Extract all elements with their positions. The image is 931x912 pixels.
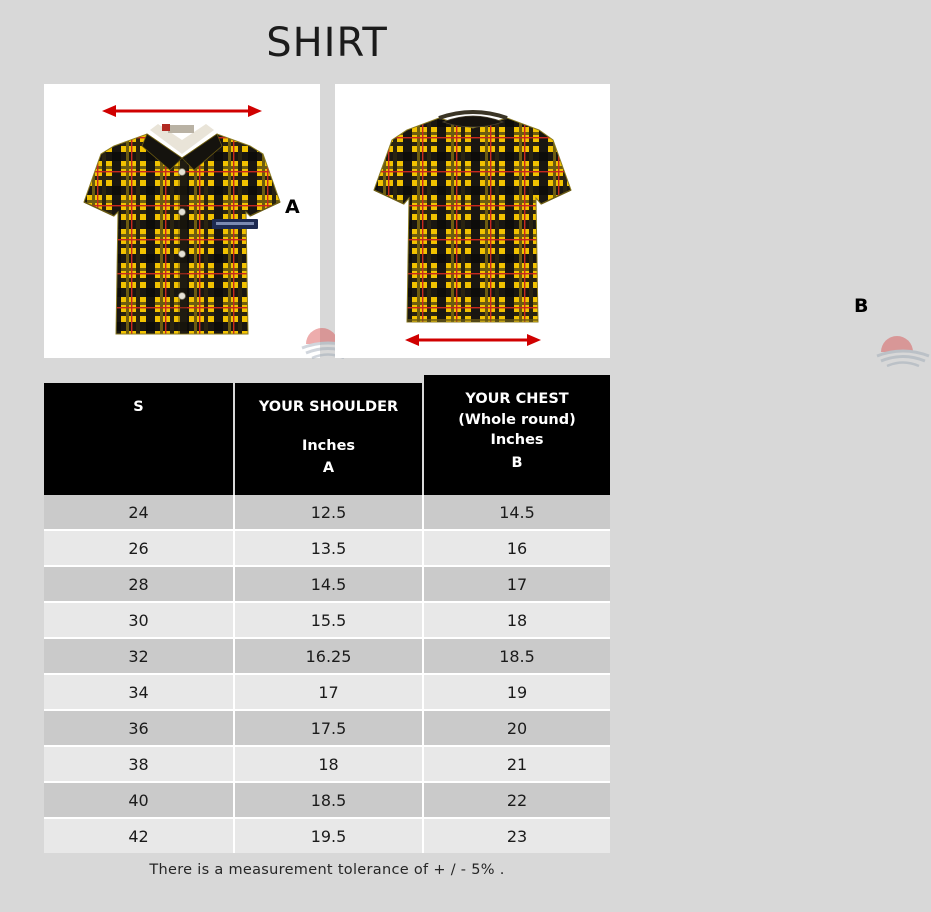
column-header-size <box>44 383 234 495</box>
cell-chest: 18 <box>423 602 610 638</box>
cell-shoulder: 16.25 <box>234 638 423 674</box>
product-image-back <box>335 84 869 358</box>
cell-chest: 16 <box>423 530 610 566</box>
shirt-back-body <box>365 110 585 330</box>
column-header-chest-subtitle: (Whole round) <box>458 411 576 428</box>
cell-shoulder: 15.5 <box>234 602 423 638</box>
table-row <box>44 602 610 638</box>
table-row <box>44 530 610 566</box>
table-row <box>44 710 610 746</box>
column-header-size-label: S <box>133 399 144 415</box>
chest-measure-arrow <box>405 334 541 346</box>
cell-size: 24 <box>44 495 234 530</box>
column-header-chest-letter: B <box>511 454 523 471</box>
shirt-front-illustration <box>44 84 320 358</box>
cell-size: 34 <box>44 674 234 710</box>
cell-shoulder: 18.5 <box>234 782 423 818</box>
page-title: SHIRT <box>266 20 388 66</box>
cell-chest: 21 <box>423 746 610 782</box>
column-header-shoulder-letter: A <box>322 460 335 477</box>
table-body <box>44 495 610 853</box>
table-row <box>44 782 610 818</box>
table-row <box>44 746 610 782</box>
cell-chest: 14.5 <box>423 495 610 530</box>
cell-chest: 20 <box>423 710 610 746</box>
cell-chest: 18.5 <box>423 638 610 674</box>
table-row <box>44 566 610 602</box>
cell-size: 28 <box>44 566 234 602</box>
cell-size: 32 <box>44 638 234 674</box>
column-header-shoulder <box>234 383 423 495</box>
cell-shoulder: 17 <box>234 674 423 710</box>
cell-size: 40 <box>44 782 234 818</box>
cell-size: 30 <box>44 602 234 638</box>
cell-shoulder: 17.5 <box>234 710 423 746</box>
cell-size: 26 <box>44 530 234 566</box>
column-header-shoulder-title: YOUR SHOULDER <box>258 399 399 415</box>
cell-shoulder: 12.5 <box>234 495 423 530</box>
cell-size: 42 <box>44 818 234 853</box>
cell-size: 38 <box>44 746 234 782</box>
watermark-logo <box>875 330 931 370</box>
column-header-shoulder-unit: Inches <box>301 437 356 454</box>
column-header-chest-unit: Inches <box>490 432 544 449</box>
product-image-row <box>44 84 869 358</box>
cell-shoulder: 13.5 <box>234 530 423 566</box>
cell-size: 36 <box>44 710 234 746</box>
dimension-label-b: B <box>854 295 869 317</box>
cell-chest: 17 <box>423 566 610 602</box>
table-row <box>44 674 610 710</box>
cell-chest: 23 <box>423 818 610 853</box>
cell-shoulder: 19.5 <box>234 818 423 853</box>
tolerance-note: There is a measurement tolerance of + / - 5% . <box>149 862 505 878</box>
column-header-chest-title: YOUR CHEST <box>465 391 569 407</box>
size-chart-table <box>44 383 610 853</box>
product-image-front <box>44 84 320 358</box>
table-row <box>44 638 610 674</box>
shoulder-measure-arrow <box>102 105 262 117</box>
cell-shoulder: 18 <box>234 746 423 782</box>
column-header-chest <box>423 383 610 495</box>
shirt-back-illustration <box>335 84 610 358</box>
table-header-row <box>44 383 610 495</box>
cell-chest: 22 <box>423 782 610 818</box>
dimension-label-a: A <box>285 196 300 218</box>
cell-chest: 19 <box>423 674 610 710</box>
cell-shoulder: 14.5 <box>234 566 423 602</box>
table-row <box>44 495 610 530</box>
table-row <box>44 818 610 853</box>
